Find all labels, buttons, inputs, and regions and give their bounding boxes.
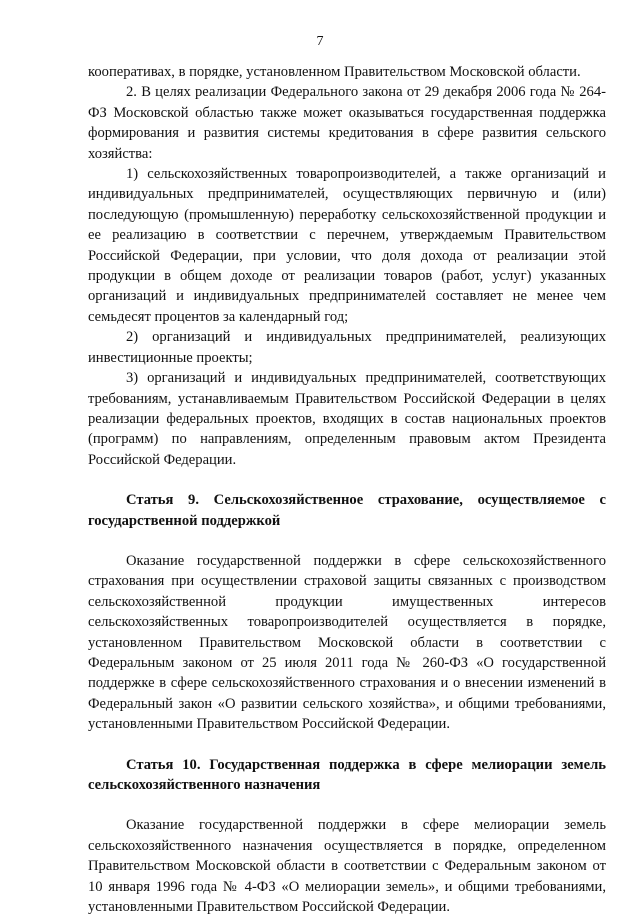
paragraph-clause-2: 2. В целях реализации Федерального закона от 29 декабря 2006 года № 264-ФЗ Московской областью также может оказываться государственная поддержка формирования и развития системы кредитования в сфере развития сельского хозяйства: [88, 84, 606, 162]
list-item-1: 1) сельскохозяйственных товаропроизводителей, а также организаций и индивидуальных предпринимателей, осуществляющих первичную и (или) последующую (промышленную) переработку сельскохозяйственной продукции и ее реализацию в соответствии с перечнем, утверждаемым Правительством Российской Федерации, при условии, что доля дохода от реализации этой продукции в общем доходе от реализации товаров (работ, услуг) указанных организаций и индивидуальных предпринимателей составляет не менее чем семьдесят процентов за календарный год; [88, 166, 606, 325]
article-10-body: Оказание государственной поддержки в сфере мелиорации земель сельскохозяйственного назначения осуществляется в порядке, определенном Правительством Московской области в соответствии с Федеральным законом от 10 января 1996 года № 4-ФЗ «О мелиорации земель», и общими требованиями, установленными Правительством Российской Федерации. [88, 817, 606, 916]
list-item-2: 2) организаций и индивидуальных предпринимателей, реализующих инвестиционные проекты; [88, 329, 606, 366]
article-10-heading: Статья 10. Государственная поддержка в сфере мелиорации земель сельскохозяйственного назначения [88, 756, 606, 793]
paragraph-continuation: кооперативах, в порядке, установленном Правительством Московской области. [88, 64, 581, 80]
article-9-body: Оказание государственной поддержки в сфере сельскохозяйственного страхования при осуществлении страховой защиты связанных с производством сельскохозяйственной продукции имущественных интересов сельскохозяйственных товаропроизводителей осуществляется в порядке, установленном Правительством Московской области в соответствии с Федеральным законом от 25 июля 2011 года № 260-ФЗ «О государственной поддержке в сфере сельскохозяйственного страхования и о внесении изменений в Федеральный закон «О развитии сельского хозяйства», и общими требованиями, установленными Правительством Российской Федерации. [88, 552, 606, 733]
list-item-3: 3) организаций и индивидуальных предпринимателей, соответствующих требованиям, устанавливаемым Правительством Российской Федерации в целях реализации федеральных проектов, входящих в состав национальных проектов (программ) по направлениям, определенным правовым актом Президента Российской Федерации. [88, 370, 606, 468]
page-number: 7 [316, 34, 324, 49]
document-body [88, 62, 606, 917]
article-9-heading: Статья 9. Сельскохозяйственное страхование, осуществляемое с государственной поддержкой [88, 492, 606, 529]
